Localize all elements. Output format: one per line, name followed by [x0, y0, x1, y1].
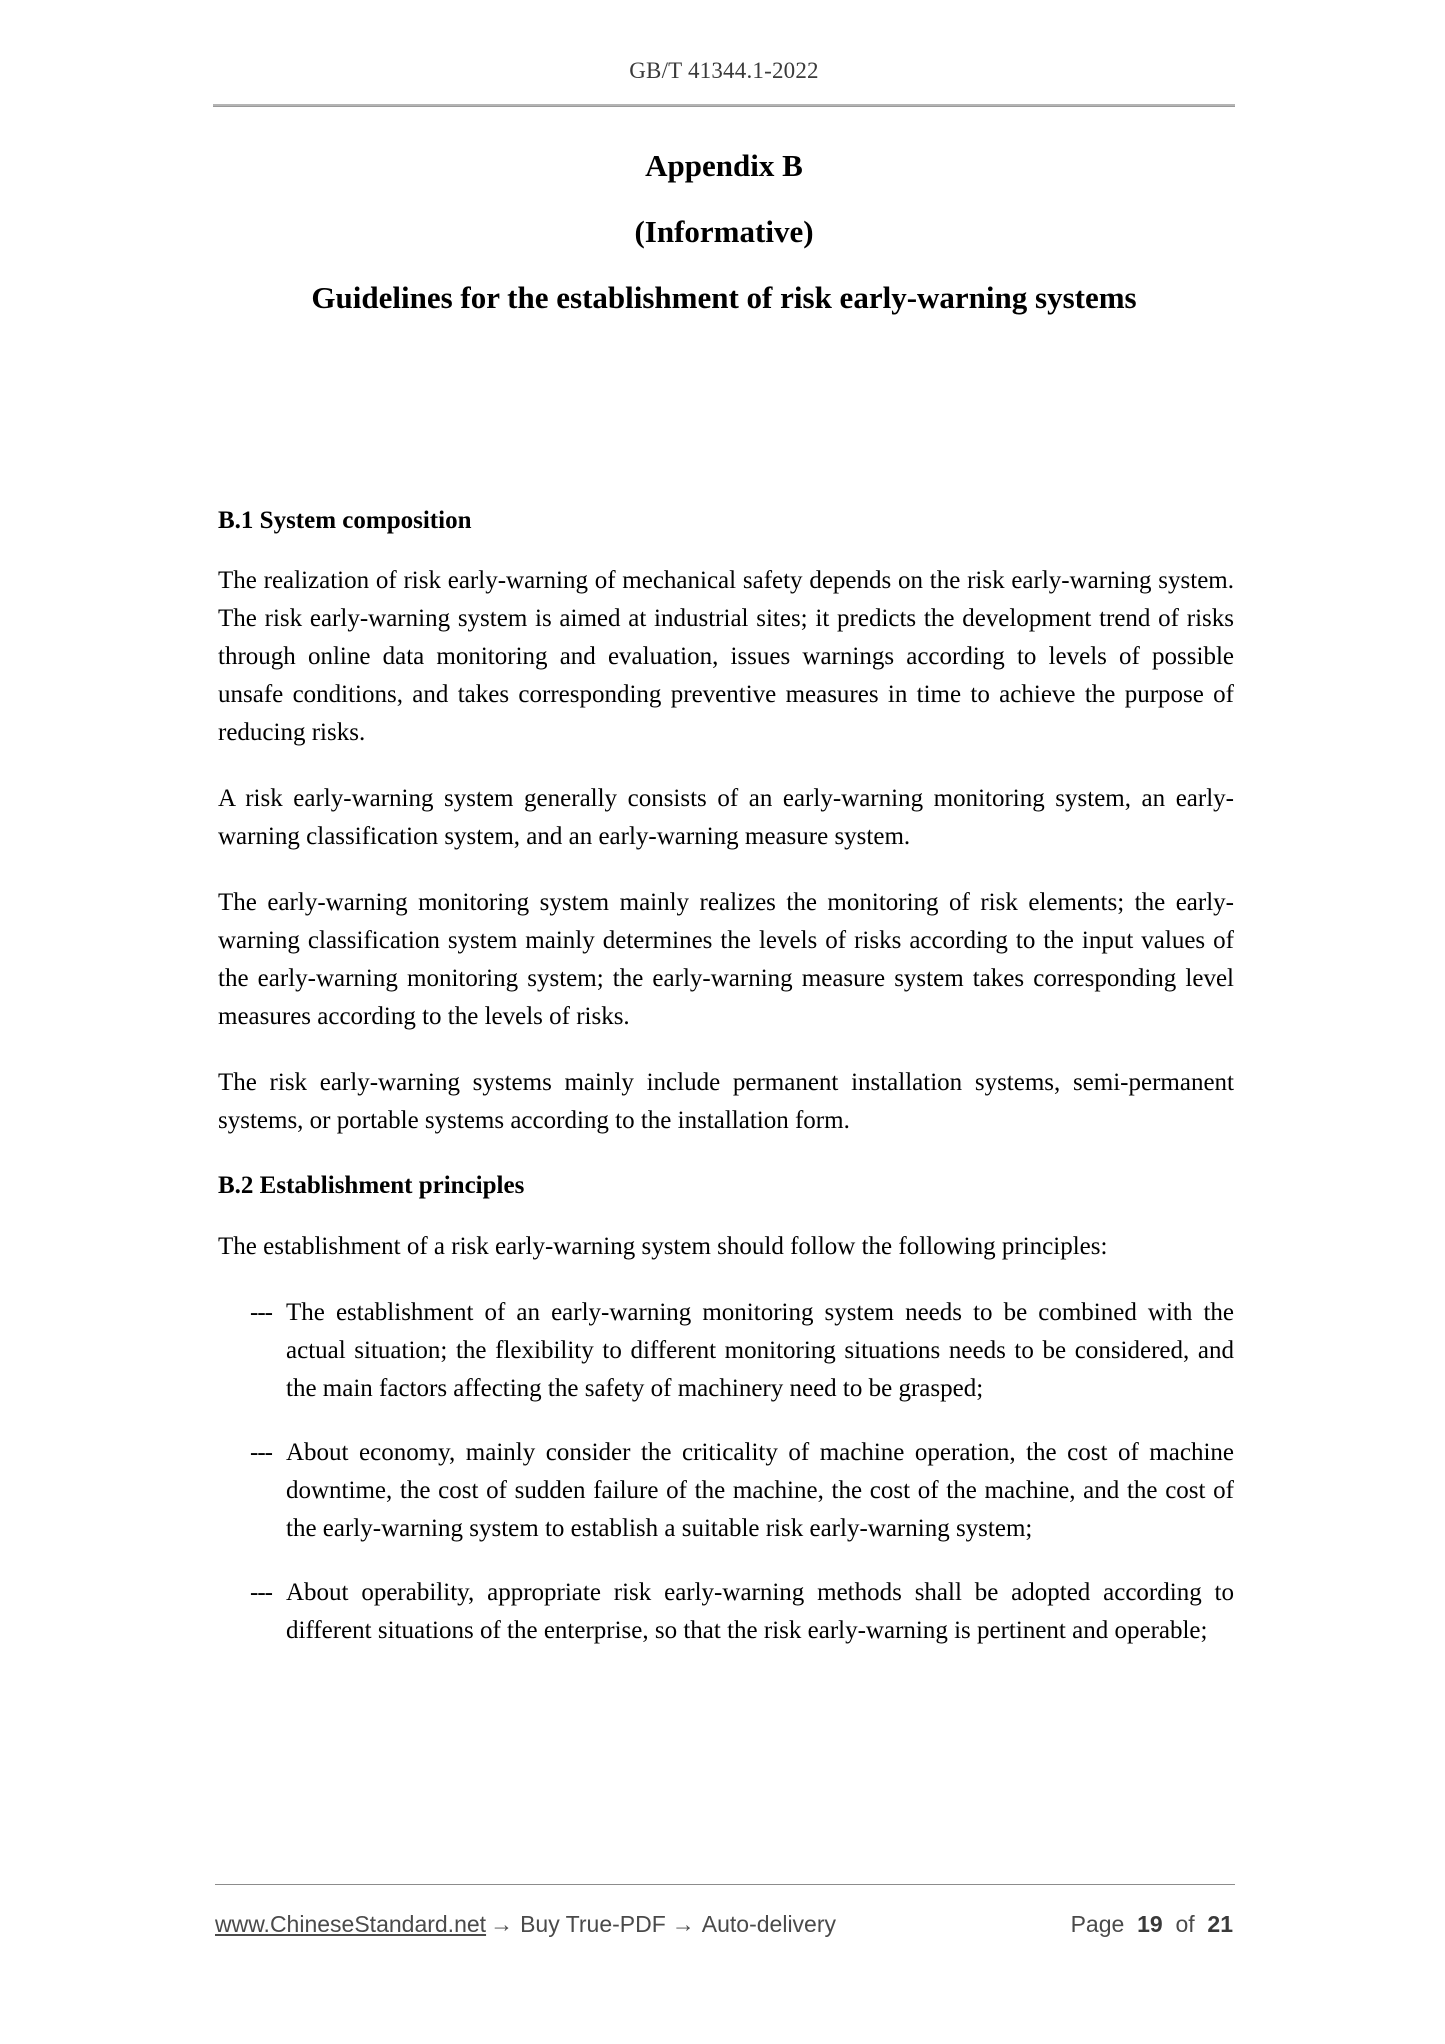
bullet-dash-icon: ---	[250, 1298, 272, 1326]
appendix-title-block	[213, 148, 1235, 316]
list-item-text: About economy, mainly consider the criticality of machine operation, the cost of machine downtime, the cost of sudden failure of the machine, the cost of the machine, and the cost of the early-warning system to establish a suitable risk early-warning system;	[286, 1438, 1234, 1542]
header-divider	[213, 104, 1235, 107]
standard-number: GB/T 41344.1-2022	[629, 58, 819, 83]
paragraph-b1-3: The early-warning monitoring system mainly realizes the monitoring of risk elements; the early-warning classification system mainly determines the levels of risks according to the input values of the early-warning monitoring system; the early-warning measure system takes corresponding level measures according to the levels of risks.	[218, 889, 1234, 1031]
page-indicator	[1071, 1911, 1235, 1938]
section-heading-b2: B.2 Establishment principles	[218, 1172, 525, 1200]
arrow-right-icon: →	[490, 1910, 514, 1937]
footer-divider	[215, 1884, 1235, 1885]
paragraph-b1-4: The risk early-warning systems mainly include permanent installation systems, semi-permanent systems, or portable systems according to the installation form.	[218, 1069, 1234, 1135]
appendix-type: (Informative)	[634, 213, 814, 249]
paragraph-b1-1: The realization of risk early-warning of mechanical safety depends on the risk early-warning system. The risk early-warning system is aimed at industrial sites; it predicts the development trend of risks through online data monitoring and evaluation, issues warnings according to levels of possible unsafe conditions, and takes corresponding preventive measures in time to achieve the purpose of reducing risks.	[218, 567, 1234, 747]
footer-promo	[215, 1911, 838, 1938]
bullet-dash-icon: ---	[250, 1438, 272, 1466]
page-label: Page	[1070, 1910, 1125, 1937]
page-total: 21	[1207, 1910, 1233, 1937]
principles-list	[218, 1294, 1234, 1650]
bullet-dash-icon: ---	[250, 1578, 272, 1606]
list-item	[218, 1294, 1234, 1408]
list-item-text: The establishment of an early-warning monitoring system needs to be combined with the actual situation; the flexibility to different monitoring situations needs to be considered, and the main factors affecting the safety of machinery need to be grasped;	[286, 1298, 1234, 1402]
of-label: of	[1175, 1910, 1195, 1937]
paragraph-b1-2: A risk early-warning system generally consists of an early-warning monitoring system, an early-warning classification system, and an early-warning measure system.	[218, 785, 1234, 851]
paragraph-b2-intro: The establishment of a risk early-warning system should follow the following principles:	[218, 1232, 1108, 1260]
list-item	[218, 1574, 1234, 1650]
list-item	[218, 1434, 1234, 1548]
arrow-right-icon: →	[671, 1910, 695, 1937]
document-body	[218, 505, 1234, 1676]
buy-true-pdf-label[interactable]: Buy True-PDF	[520, 1910, 666, 1937]
auto-delivery-label: Auto-delivery	[701, 1910, 837, 1937]
page-header	[213, 58, 1235, 84]
section-heading-b1: B.1 System composition	[218, 507, 472, 534]
list-item-text: About operability, appropriate risk early-warning methods shall be adopted according to different situations of the enterprise, so that the risk early-warning is pertinent and operable;	[286, 1578, 1234, 1644]
chinesestandard-link[interactable]: www.ChineseStandard.net	[215, 1910, 487, 1937]
page-footer	[215, 1904, 1235, 1944]
page-number: 19	[1137, 1910, 1163, 1937]
appendix-heading: Appendix B	[645, 148, 803, 183]
appendix-subject: Guidelines for the establishment of risk early-warning systems	[311, 280, 1137, 316]
